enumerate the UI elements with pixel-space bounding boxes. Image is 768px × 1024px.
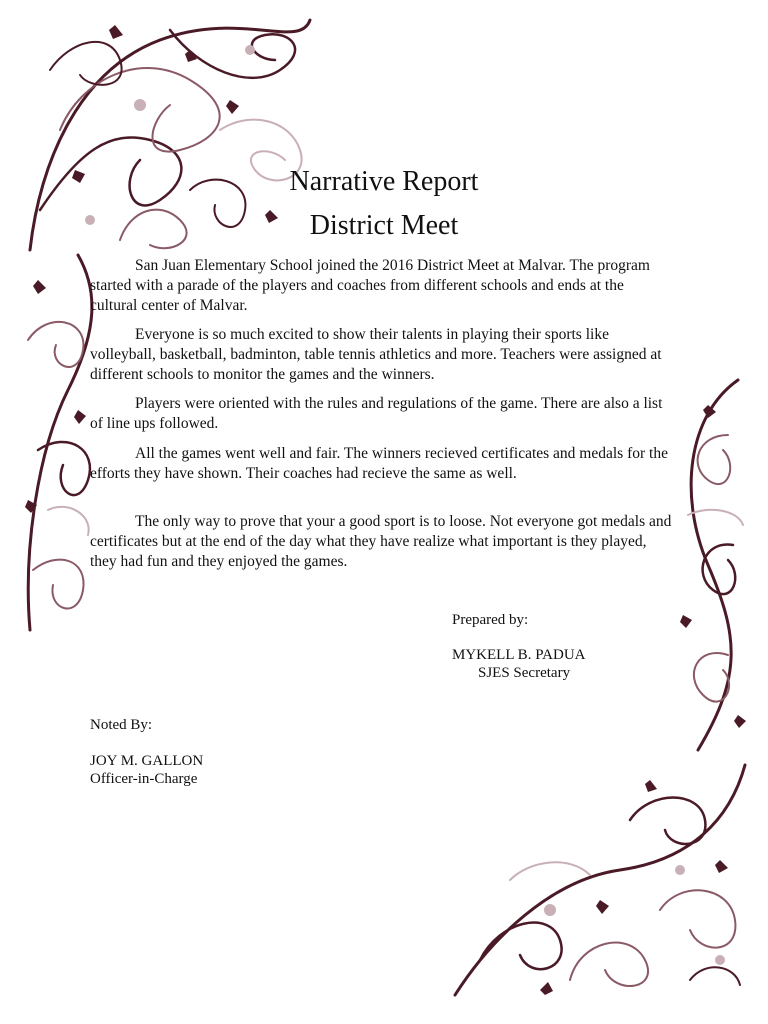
prepared-by-label: Prepared by: bbox=[452, 612, 529, 628]
ornament-bottom-right bbox=[450, 760, 750, 1000]
paragraph-2: Everyone is so much excited to show their talents in playing their sports like volleyball, basketball, badminton, table tennis athletics and more. Teachers were assigned at different schools to monitor the games and the winners. bbox=[90, 326, 662, 383]
report-title: Narrative Report bbox=[289, 166, 479, 197]
prepared-by-name: MYKELL B. PADUA bbox=[452, 647, 586, 663]
noted-by-position: Officer-in-Charge bbox=[90, 771, 198, 787]
paragraph-3: Players were oriented with the rules and regulations of the game. There are also a list of line ups followed. bbox=[90, 395, 663, 432]
ornament-right bbox=[668, 375, 753, 755]
noted-by-name: JOY M. GALLON bbox=[90, 753, 204, 769]
report-subtitle: District Meet bbox=[309, 210, 459, 241]
paragraph-1: San Juan Elementary School joined the 2016 District Meet at Malvar. The program started with a parade of the players and coaches from different schools and ends at the cultural center of Malvar. bbox=[90, 257, 650, 314]
prepared-by-position: SJES Secretary bbox=[478, 665, 571, 681]
paragraph-4: All the games went well and fair. The winners recieved certificates and medals for the efforts they have shown. Their coaches had recieve the same as well. bbox=[90, 445, 668, 482]
noted-by-label: Noted By: bbox=[90, 717, 153, 733]
paragraph-5: The only way to prove that your a good sport is to loose. Not everyone got medals and certificates but at the end of the day what they have realize what important is they played, they had fun and they enjoyed the games. bbox=[90, 513, 672, 570]
